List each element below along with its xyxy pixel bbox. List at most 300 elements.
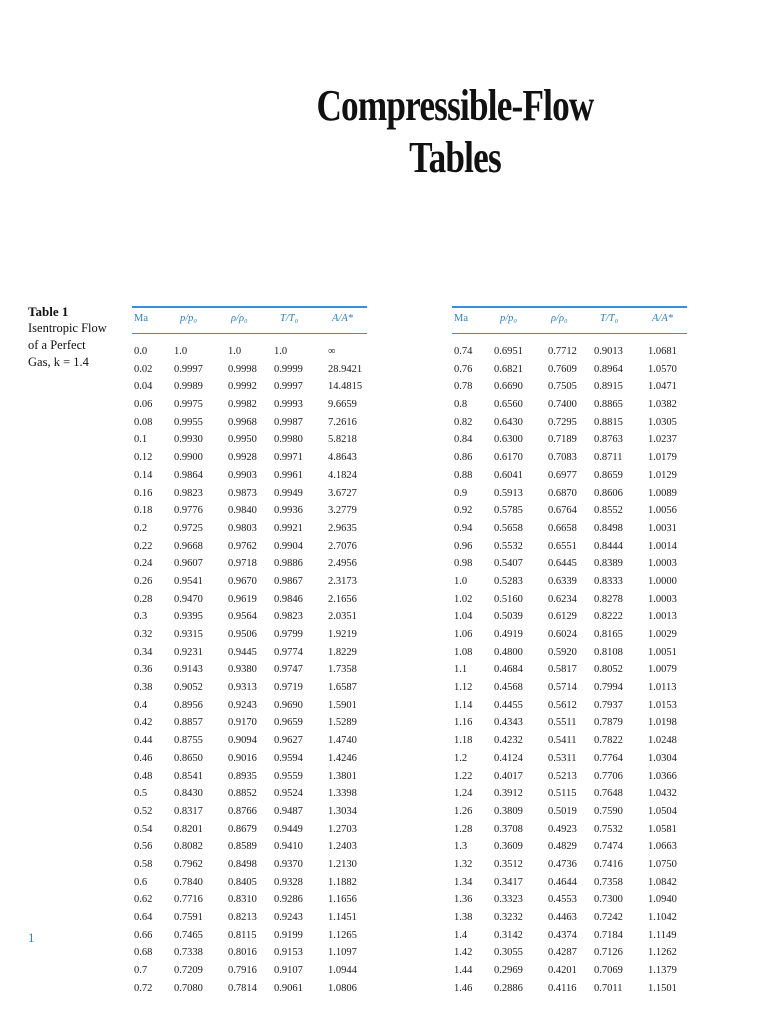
table-cell: 0.66	[134, 929, 153, 941]
table-cell: 0.6821	[494, 363, 523, 375]
table-cell: 0.9243	[228, 699, 257, 711]
table-cell: 0.4232	[494, 735, 523, 747]
table-cell: 0.8679	[228, 823, 257, 835]
table-cell: 0.7189	[548, 434, 577, 446]
table-row	[452, 821, 687, 839]
table-cell: 0.8115	[228, 929, 257, 941]
table-cell: 0.8213	[228, 912, 257, 923]
table-cell: 0.4	[134, 699, 148, 711]
table-caption-line: Isentropic Flow	[28, 321, 107, 335]
table-cell: 1.0198	[648, 717, 677, 729]
table-cell: 0.5658	[494, 522, 523, 534]
table-cell: 0.8865	[594, 399, 623, 411]
table-cell: 1.3	[454, 841, 468, 853]
table-cell: 0.9936	[274, 505, 303, 517]
table-cell: 0.4644	[548, 876, 577, 888]
table-cell: 0.6170	[494, 452, 523, 464]
table-cell: 0.4800	[494, 646, 523, 658]
table-cell: 1.1149	[648, 929, 677, 941]
table-cell: 0.9864	[174, 469, 203, 481]
table-cell: 0.8222	[594, 611, 623, 623]
table-cell: 1.7358	[328, 664, 357, 676]
table-cell: 0.9619	[228, 593, 257, 605]
table-row	[452, 608, 687, 626]
table-cell: 1.1262	[648, 947, 677, 959]
table-row	[452, 891, 687, 909]
table-row	[132, 573, 367, 591]
table-cell: 0.7706	[594, 770, 623, 782]
table-cell: 0.5213	[548, 770, 577, 782]
table-cell: 1.0003	[648, 593, 677, 605]
table-cell: 1.8229	[328, 646, 357, 658]
table-cell: 0.44	[134, 735, 153, 747]
table-cell: 0.5160	[494, 593, 523, 605]
table-cell: 0.9886	[274, 558, 303, 570]
table-cell: 2.1656	[328, 593, 357, 605]
table-cell: 1.5289	[328, 717, 357, 729]
table-cell: 0.7764	[594, 752, 623, 764]
table-cell: 0.9627	[274, 735, 303, 747]
table-row	[132, 414, 367, 432]
table-cell: 0.6234	[548, 593, 577, 605]
table-cell: 1.3398	[328, 788, 357, 800]
table-cell: 0.8016	[228, 947, 257, 959]
table-row	[452, 679, 687, 697]
table-cell: 0.7505	[548, 381, 577, 393]
table-cell: 1.0681	[648, 346, 677, 357]
table-row	[132, 485, 367, 503]
table-cell: 1.2	[454, 752, 468, 764]
table-row	[452, 485, 687, 503]
table-cell: 0.8498	[594, 522, 623, 534]
table-cell: 1.0944	[328, 965, 357, 977]
table-cell: 0.7338	[174, 947, 203, 959]
table-cell: 0.74	[454, 346, 473, 357]
table-cell: 1.5901	[328, 699, 357, 711]
table-cell: 0.9328	[274, 876, 303, 888]
table-cell: 0.8201	[174, 823, 203, 835]
table-cell: 28.9421	[328, 363, 363, 375]
table-cell: 0.8498	[228, 858, 257, 870]
table-row	[452, 714, 687, 732]
table-cell: 1.12	[454, 682, 473, 694]
table-cell: 7.2616	[328, 416, 357, 428]
page-title	[291, 80, 619, 184]
table-cell: 1.3034	[328, 805, 357, 817]
table-cell: 1.34	[454, 876, 473, 888]
page-title-line-1: Compressible-Flow	[316, 81, 594, 130]
table-cell: 0.8852	[228, 788, 257, 800]
table-row	[132, 361, 367, 379]
table-cell: 0.6129	[548, 611, 577, 623]
table-row	[452, 661, 687, 679]
table-row	[452, 396, 687, 414]
table-row	[132, 608, 367, 626]
table-row	[452, 343, 687, 361]
table-cell: 0.3912	[494, 788, 523, 800]
table-cell: 0.9999	[274, 363, 303, 375]
table-cell: 4.1824	[328, 469, 357, 481]
table-cell: 0.3142	[494, 929, 523, 941]
table-cell: 0.6	[134, 876, 148, 888]
table-cell: 1.42	[454, 947, 473, 959]
table-cell: 1.0014	[648, 540, 677, 552]
table-cell: 0.9799	[274, 629, 303, 640]
table-cell: 0.7840	[174, 876, 203, 888]
table-cell: 0.56	[134, 841, 153, 853]
table-cell: 1.0079	[648, 664, 677, 676]
table-cell: 0.9840	[228, 505, 257, 517]
table-cell: 0.7300	[594, 894, 623, 906]
table-row	[132, 679, 367, 697]
table-cell: 0.64	[134, 912, 153, 923]
table-cell: 0.04	[134, 381, 153, 393]
table-cell: 0.9487	[274, 805, 303, 817]
table-row	[452, 520, 687, 538]
table-cell: 0.6560	[494, 399, 523, 411]
table-cell: 0.34	[134, 646, 153, 658]
table-cell: 0.7069	[594, 965, 623, 977]
table-cell: 1.0089	[648, 487, 677, 499]
table-row	[132, 714, 367, 732]
table-cell: 0.68	[134, 947, 153, 959]
table-cell: 0.84	[454, 434, 473, 446]
table-cell: 0.7400	[548, 399, 577, 411]
table-cell: 0.9524	[274, 788, 303, 800]
table-cell: 0.9992	[228, 381, 257, 393]
table-cell: 1.0366	[648, 770, 677, 782]
table-cell: 1.28	[454, 823, 473, 835]
table-cell: 0.9445	[228, 646, 257, 658]
table-row	[132, 520, 367, 538]
table-row	[132, 467, 367, 485]
table-cell: 0.8	[454, 399, 468, 411]
column-header-area-ratio: A/A*	[332, 313, 353, 324]
table-cell: 0.82	[454, 416, 473, 428]
table-cell: 3.6727	[328, 487, 357, 499]
table-cell: 0.7011	[594, 982, 623, 994]
table-row	[132, 980, 367, 998]
table-row	[132, 343, 367, 361]
table-cell: 0.4919	[494, 629, 523, 640]
table-row	[132, 538, 367, 556]
table-cell: 0.9690	[274, 699, 303, 711]
table-cell: 0.8108	[594, 646, 623, 658]
table-cell: 0.9013	[594, 346, 623, 357]
table-cell: 0.9971	[274, 452, 303, 464]
table-cell: 0.4553	[548, 894, 577, 906]
table-cell: 3.2779	[328, 505, 357, 517]
table-cell: 0.7358	[594, 876, 623, 888]
table-cell: 0.4374	[548, 929, 577, 941]
table-cell: 1.44	[454, 965, 473, 977]
table-row	[452, 449, 687, 467]
table-cell: 1.24	[454, 788, 473, 800]
table-cell: 1.14	[454, 699, 473, 711]
table-cell: 0.7083	[548, 452, 577, 464]
table-cell: 0.9921	[274, 522, 303, 534]
table-cell: 0.3512	[494, 858, 523, 870]
table-cell: 1.0806	[328, 982, 357, 994]
table-cell: 0.8857	[174, 717, 203, 729]
table-cell: 2.7076	[328, 540, 357, 552]
table-cell: 1.36	[454, 894, 473, 906]
column-header-density-ratio: ρ/ρ₀	[551, 313, 568, 324]
table-cell: 1.1656	[328, 894, 357, 906]
table-cell: 1.4246	[328, 752, 357, 764]
table-cell: 0.3232	[494, 912, 523, 923]
table-row	[452, 467, 687, 485]
table-cell: 0.9803	[228, 522, 257, 534]
table-cell: 0.9564	[228, 611, 257, 623]
table-cell: 0.7648	[594, 788, 623, 800]
table-cell: 0.9380	[228, 664, 257, 676]
table-cell: 0.9975	[174, 399, 203, 411]
column-header-temperature-ratio: T/T₀	[600, 313, 619, 324]
table-cell: 0.7609	[548, 363, 577, 375]
table-row	[452, 874, 687, 892]
table-cell: 0.5115	[548, 788, 577, 800]
table-cell: 0.9107	[274, 965, 303, 977]
table-cell: 0.36	[134, 664, 153, 676]
table-cell: 0.7879	[594, 717, 623, 729]
table-cell: 2.9635	[328, 522, 357, 534]
table-cell: 0.8052	[594, 664, 623, 676]
table-cell: 1.0237	[648, 434, 677, 446]
table-cell: 0.6339	[548, 575, 577, 587]
table-cell: 0.9776	[174, 505, 203, 517]
table-cell: 0.9997	[174, 363, 203, 375]
table-cell: 0.22	[134, 540, 153, 552]
table-cell: 0.48	[134, 770, 153, 782]
table-cell: 0.8650	[174, 752, 203, 764]
table-row	[452, 909, 687, 927]
table-cell: 0.7716	[174, 894, 203, 906]
table-cell: 0.9846	[274, 593, 303, 605]
table-row	[452, 414, 687, 432]
table-cell: 0.92	[454, 505, 473, 517]
table-body	[132, 334, 367, 997]
table-cell: 1.0432	[648, 788, 677, 800]
table-cell: 0.9594	[274, 752, 303, 764]
table-cell: 0.6951	[494, 346, 523, 357]
table-cell: 2.3173	[328, 575, 357, 587]
table-row	[452, 750, 687, 768]
table-cell: 0.9998	[228, 363, 257, 375]
table-cell: 0.6870	[548, 487, 577, 499]
table-cell: 1.0	[228, 346, 242, 357]
table-cell: 0.9873	[228, 487, 257, 499]
table-cell: 1.2403	[328, 841, 357, 853]
table-cell: 1.0940	[648, 894, 677, 906]
table-cell: 1.26	[454, 805, 473, 817]
column-header-density-ratio: ρ/ρ₀	[231, 313, 248, 324]
table-cell: 0.8310	[228, 894, 257, 906]
table-cell: 0.3809	[494, 805, 523, 817]
table-row	[132, 396, 367, 414]
table-row	[452, 431, 687, 449]
table-cell: 0.5817	[548, 664, 577, 676]
table-cell: 1.0305	[648, 416, 677, 428]
table-cell: 0.8956	[174, 699, 203, 711]
column-header-temperature-ratio: T/T₀	[280, 313, 299, 324]
table-cell: 0.4829	[548, 841, 577, 853]
table-cell: 0.8444	[594, 540, 623, 552]
table-cell: 0.7962	[174, 858, 203, 870]
table-cell: 1.0029	[648, 629, 677, 640]
table-cell: 0.9410	[274, 841, 303, 853]
table-cell: 0.6658	[548, 522, 577, 534]
table-cell: 1.0031	[648, 522, 677, 534]
table-cell: 1.0	[174, 346, 188, 357]
table-cell: 0.9950	[228, 434, 257, 446]
table-cell: 1.18	[454, 735, 473, 747]
table-cell: 0.32	[134, 629, 153, 640]
table-cell: 4.8643	[328, 452, 357, 464]
table-cell: 0.6445	[548, 558, 577, 570]
table-cell: 0.9052	[174, 682, 203, 694]
page-title-line-2: Tables	[409, 133, 501, 182]
table-cell: 0.9867	[274, 575, 303, 587]
table-cell: 0.4017	[494, 770, 523, 782]
table-cell: 0.28	[134, 593, 153, 605]
table-cell: 0.9243	[274, 912, 303, 923]
table-body	[452, 334, 687, 997]
table-cell: 1.0581	[648, 823, 677, 835]
table-cell: 0.9904	[274, 540, 303, 552]
table-cell: 0.5	[134, 788, 148, 800]
table-cell: 1.0051	[648, 646, 677, 658]
table-cell: 1.08	[454, 646, 473, 658]
table-cell: 1.46	[454, 982, 473, 994]
table-cell: ∞	[328, 346, 336, 357]
table-cell: 0.9659	[274, 717, 303, 729]
table-cell: 0.4116	[548, 982, 577, 994]
column-header-area-ratio: A/A*	[652, 313, 673, 324]
table-cell: 0.6977	[548, 469, 577, 481]
table-cell: 0.94	[454, 522, 473, 534]
table-row	[132, 555, 367, 573]
table-cell: 0.7994	[594, 682, 623, 694]
table-row	[452, 944, 687, 962]
table-cell: 1.32	[454, 858, 473, 870]
table-cell: 0.9449	[274, 823, 303, 835]
table-cell: 1.0	[274, 346, 288, 357]
table-row	[452, 962, 687, 980]
table-row	[452, 732, 687, 750]
table-cell: 0.9286	[274, 894, 303, 906]
table-cell: 0.26	[134, 575, 153, 587]
table-cell: 2.0351	[328, 611, 357, 623]
table-cell: 0.4455	[494, 699, 523, 711]
table-cell: 0.8659	[594, 469, 623, 481]
table-cell: 1.0504	[648, 805, 677, 817]
table-caption-line: of a Perfect	[28, 338, 86, 352]
table-cell: 0.6690	[494, 381, 523, 393]
table-cell: 0.9153	[274, 947, 303, 959]
table-cell: 0.42	[134, 717, 153, 729]
table-cell: 0.06	[134, 399, 153, 411]
table-cell: 0.14	[134, 469, 153, 481]
table-cell: 0.6430	[494, 416, 523, 428]
table-row	[132, 927, 367, 945]
table-cell: 1.02	[454, 593, 473, 605]
table-cell: 1.16	[454, 717, 473, 729]
table-cell: 0.5714	[548, 682, 577, 694]
table-cell: 0.8389	[594, 558, 623, 570]
table-row	[132, 909, 367, 927]
table-cell: 0.7916	[228, 965, 257, 977]
table-cell: 0.5511	[548, 717, 577, 729]
table-cell: 0.4287	[548, 947, 577, 959]
table-cell: 0.9506	[228, 629, 257, 640]
table-row	[132, 378, 367, 396]
table-cell: 0.7814	[228, 982, 257, 994]
column-header-ma: Ma	[134, 313, 148, 324]
table-cell: 1.1042	[648, 912, 677, 923]
table-cell: 0.8964	[594, 363, 623, 375]
table-cell: 0.8763	[594, 434, 623, 446]
table-cell: 1.0842	[648, 876, 677, 888]
table-cell: 0.18	[134, 505, 153, 517]
table-cell: 0.7590	[594, 805, 623, 817]
table-cell: 0.5019	[548, 805, 577, 817]
table-cell: 1.0	[454, 575, 468, 587]
table-cell: 0.08	[134, 416, 153, 428]
table-cell: 0.4923	[548, 823, 577, 835]
table-row	[452, 644, 687, 662]
table-cell: 0.9930	[174, 434, 203, 446]
table-cell: 1.1501	[648, 982, 677, 994]
table-cell: 5.8218	[328, 434, 357, 446]
table-cell: 0.9670	[228, 575, 257, 587]
table-row	[132, 821, 367, 839]
table-cell: 0.9747	[274, 664, 303, 676]
table-cell: 0.8606	[594, 487, 623, 499]
table-cell: 0.8711	[594, 452, 623, 464]
table-row	[452, 361, 687, 379]
table-cell: 0.78	[454, 381, 473, 393]
table-cell: 0.7465	[174, 929, 203, 941]
table-cell: 0.4684	[494, 664, 523, 676]
table-cell: 0.8333	[594, 575, 623, 587]
table-cell: 1.0013	[648, 611, 677, 623]
table-row	[132, 838, 367, 856]
table-cell: 0.9668	[174, 540, 203, 552]
table-cell: 1.38	[454, 912, 473, 923]
table-cell: 0.8589	[228, 841, 257, 853]
table-row	[452, 378, 687, 396]
table-cell: 0.86	[454, 452, 473, 464]
table-cell: 0.9774	[274, 646, 303, 658]
table-cell: 0.9903	[228, 469, 257, 481]
table-cell: 0.2	[134, 522, 148, 534]
table-cell: 0.9470	[174, 593, 203, 605]
table-cell: 0.3609	[494, 841, 523, 853]
table-cell: 0.76	[454, 363, 473, 375]
table-row	[452, 538, 687, 556]
table-cell: 9.6659	[328, 399, 357, 411]
table-cell: 0.88	[454, 469, 473, 481]
table-cell: 0.8935	[228, 770, 257, 782]
table-row	[132, 962, 367, 980]
table-cell: 1.0663	[648, 841, 677, 853]
table-cell: 1.0113	[648, 682, 677, 694]
table-cell: 0.3055	[494, 947, 523, 959]
table-cell: 0.9823	[174, 487, 203, 499]
table-cell: 0.6041	[494, 469, 523, 481]
table-cell: 0.8317	[174, 805, 203, 817]
